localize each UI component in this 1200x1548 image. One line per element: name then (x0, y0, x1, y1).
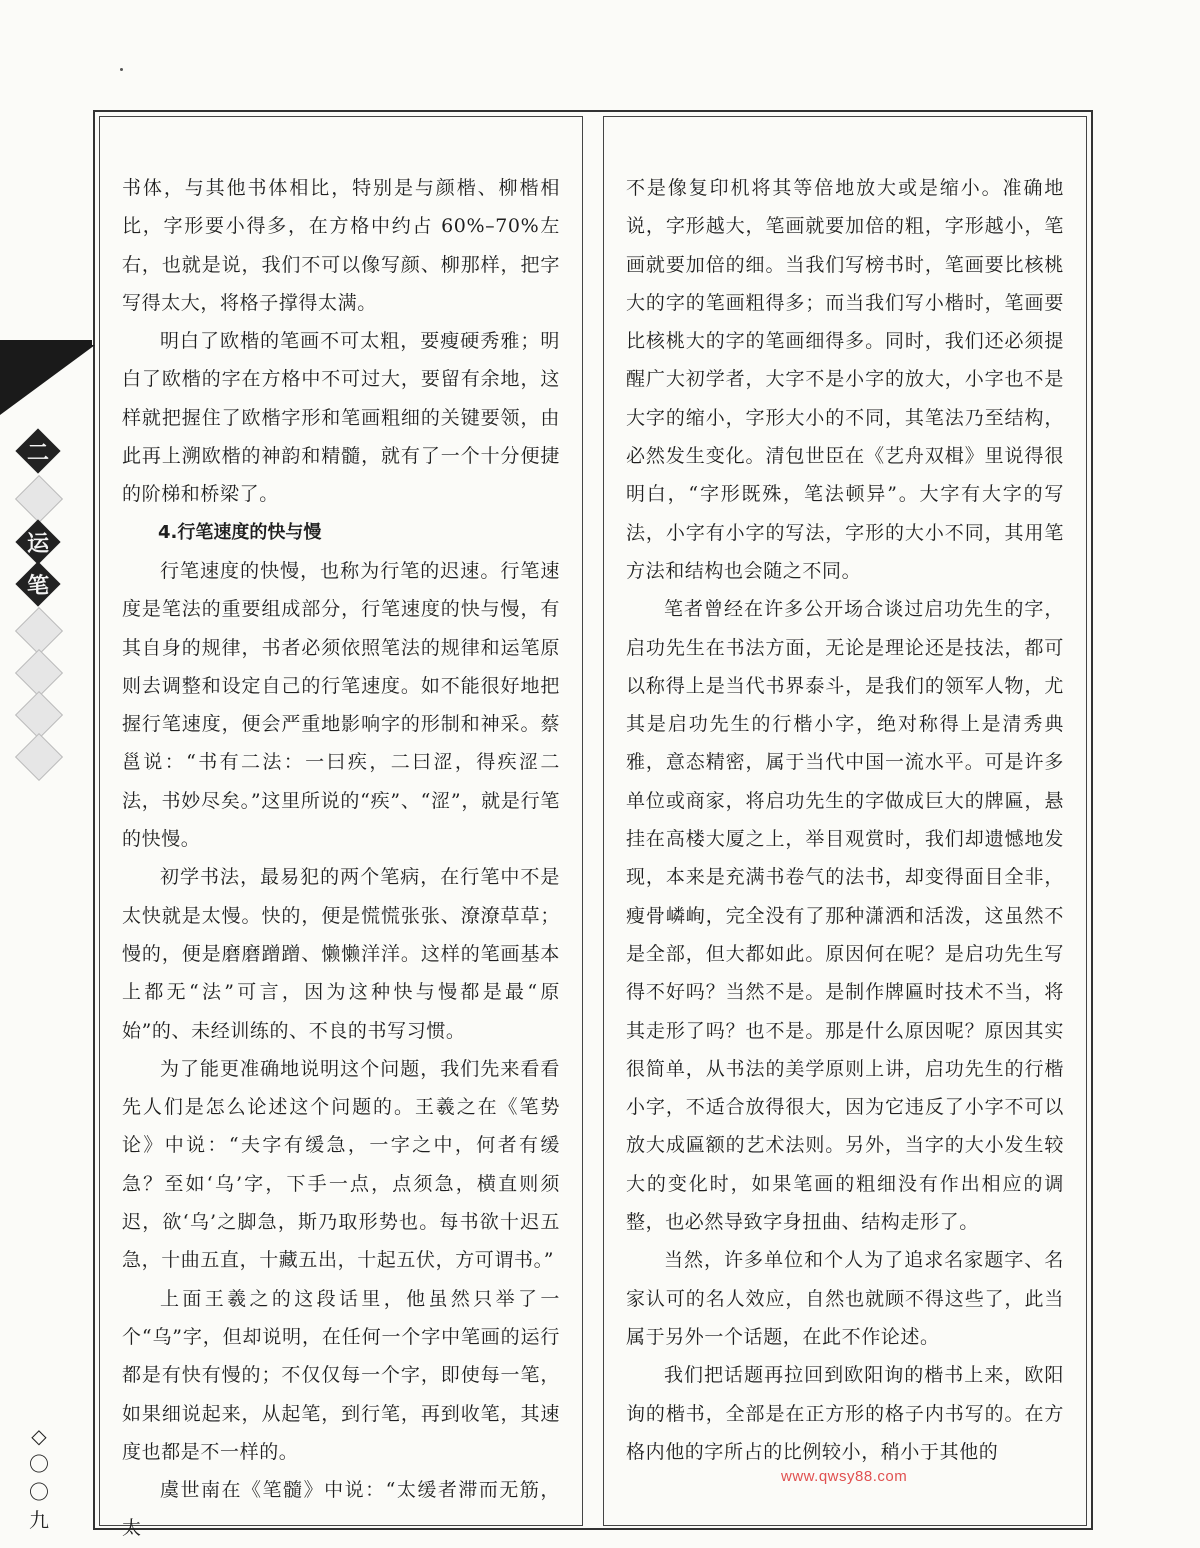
left-paragraph-6: 上面王羲之的这段话里，他虽然只举了一个“乌”字，但却说明，在任何一个字中笔画的运行都是有快有慢的；不仅仅每一个字，即使每一笔，如果细说起来，从起笔，到行笔，再到收笔，其速度也都是不一样的。 (122, 1287, 560, 1463)
page-number (24, 1422, 54, 1534)
page-number-digit-3: 九 (29, 1508, 49, 1532)
left-paragraph-1: 书体，与其他书体相比，特别是与颜楷、柳楷相比，字形要小得多，在方格中约占 60%–70%左右，也就是说，我们不可以像写颜、柳那样，把字写得太大，将格子撑得太满。 (122, 177, 560, 314)
side-tab-char-3: 笔 (26, 573, 49, 599)
section-heading: 4.行笔速度的快与慢 (158, 521, 322, 543)
page-number-digit-2: 〇 (29, 1480, 49, 1504)
side-tab-wedge (0, 345, 95, 415)
stray-dot (120, 68, 123, 71)
side-diamond-8 (15, 733, 63, 781)
right-paragraph-3: 当然，许多单位和个人为了追求名家题字、名家认可的名人效应，自然也就顾不得这些了，此当属于另外一个话题，在此不作论述。 (626, 1249, 1064, 1348)
left-paragraph-7: 虞世南在《笔髓》中说：“太缓者滞而无筋，太 (122, 1479, 560, 1540)
side-diamond-5 (15, 607, 63, 655)
left-column (99, 116, 583, 1540)
left-paragraph-4: 初学书法，最易犯的两个笔病，在行笔中不是太快就是太慢。快的，便是慌慌张张、潦潦草草；慢的，便是磨磨蹭蹭、懒懒洋洋。这样的笔画基本上都无“法”可言，因为这种快与慢都是最“原始”的、未经训练的、不良的书写习惯。 (122, 866, 560, 1042)
left-paragraph-3: 行笔速度的快慢，也称为行笔的迟速。行笔速度是笔法的重要组成部分，行笔速度的快与慢，有其自身的规律，书者必须依照笔法的规律和运笔原则去调整和设定自己的行笔速度。如不能很好地把握行笔速度，便会严重地影响字的形制和神采。蔡邕说：“书有二法：一曰疾，二曰涩，得疾涩二法，书妙尽矣。”这里所说的“疾”、“涩”，就是行笔的快慢。 (122, 559, 560, 851)
right-column (603, 116, 1087, 1526)
side-diamond-6 (15, 649, 63, 697)
right-paragraph-4: 我们把话题再拉回到欧阳询的楷书上来，欧阳询的楷书，全部是在正方形的格子内书写的。在方格内他的字所占的比例较小，稍小于其他的 (626, 1364, 1064, 1463)
left-paragraph-2: 明白了欧楷的笔画不可太粗，要瘦硬秀雅；明白了欧楷的字在方格中不可过大，要留有余地，这样就把握住了欧楷字形和笔画粗细的关键要领，由此再上溯欧楷的神韵和精髓，就有了一个十分便捷的阶梯和桥梁了。 (122, 330, 560, 506)
watermark: www.qwsy88.com (781, 1468, 908, 1485)
page-number-mark: ◇ (31, 1424, 47, 1448)
right-paragraph-1: 不是像复印机将其等倍地放大或是缩小。准确地说，字形越大，笔画就要加倍的粗，字形越小，笔画就要加倍的细。当我们写榜书时，笔画要比核桃大的字的笔画粗得多；而当我们写小楷时，笔画要比核桃大的字的笔画细得多。同时，我们还必须提醒广大初学者，大字不是小字的放大，小字也不是大字的缩小，字形大小的不同，其笔法乃至结构，必然发生变化。清包世臣在《艺舟双楫》里说得很明白，“字形既殊，笔法顿异”。大字有大字的写法，小字有小字的写法，字形的大小不同，其用笔方法和结构也会随之不同。 (626, 177, 1064, 582)
side-tab-char-1: 二 (26, 440, 49, 466)
right-paragraph-2: 笔者曾经在许多公开场合谈过启功先生的字，启功先生在书法方面，无论是理论还是技法，都可以称得上是当代书界泰斗，是我们的领军人物，尤其是启功先生的行楷小字，绝对称得上是清秀典雅，意态精密，属于当代中国一流水平。可是许多单位或商家，将启功先生的字做成巨大的牌匾，悬挂在高楼大厦之上，举目观赏时，我们却遗憾地发现，本来是充满书卷气的法书，却变得面目全非，瘦骨嶙峋，完全没有了那种潇洒和活泼，这虽然不是全部，但大都如此。原因何在呢？是启功先生写得不好吗？当然不是。是制作牌匾时技术不当，将其走形了吗？也不是。那是什么原因呢？原因其实很简单，从书法的美学原则上讲，启功先生的行楷小字，不适合放得很大，因为它违反了小字不可以放大成匾额的艺术法则。另外，当字的大小发生较大的变化时，如果笔画的粗细没有作出相应的调整，也必然导致字身扭曲、结构走形了。 (626, 598, 1064, 1234)
side-diamond-7 (15, 691, 63, 739)
side-tab-char-2: 运 (26, 531, 49, 557)
left-paragraph-5: 为了能更准确地说明这个问题，我们先来看看先人们是怎么论述这个问题的。王羲之在《笔势论》中说：“夫字有缓急，一字之中，何者有缓急？至如‘乌’字，下手一点，点须急，横直则须迟，欲‘乌’之脚急，斯乃取形势也。每书欲十迟五急，十曲五直，十藏五出，十起五伏，方可谓书。” (122, 1057, 560, 1272)
page-number-digit-1: 〇 (29, 1452, 49, 1476)
side-diamond-2 (15, 475, 63, 523)
